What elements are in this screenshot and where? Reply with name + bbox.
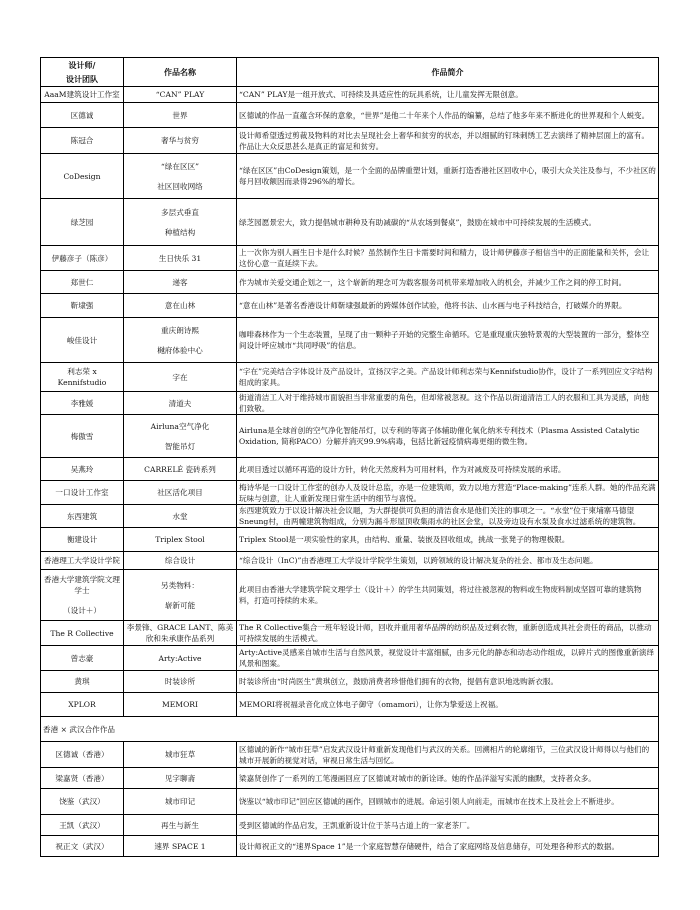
- description-cell: [237, 742, 659, 768]
- designer-name: 香港理工大学设计学院: [44, 556, 120, 565]
- description-text: Arty:Active灵感来自城市生活与自然风景，视觉设计丰富细腻，由多元化的静态和动态动作组成，以碎片式的图像重新演绎风景和图案。: [239, 648, 655, 668]
- description-text: 受到区德诚的作品启发，王凯重新设计位于茶马古道上的一家老茶厂。: [239, 820, 475, 830]
- designer-cell: [41, 271, 124, 294]
- description-cell: [237, 294, 659, 318]
- work-cell: [124, 570, 237, 621]
- designer-name: 一口设计工作室: [55, 488, 109, 497]
- designer-cell: [41, 815, 124, 836]
- designer-name: 黄琪: [74, 677, 90, 686]
- work-title: 意在山林: [164, 301, 196, 310]
- designer-name: 陈冠合: [70, 136, 94, 145]
- works-table: [40, 57, 659, 857]
- designer-cell: [41, 552, 124, 570]
- work-title: 水堂: [172, 511, 188, 521]
- description-cell: [237, 693, 659, 717]
- description-text: 作为城市关爱交通企划之一，这个崭新的理念可为载客服务司机带来增加收入的机会，并减少工作之间的停工时间。: [239, 277, 627, 287]
- work-cell: [124, 458, 237, 481]
- work-title: 字在: [172, 372, 188, 382]
- designer-name: 伊藤彦子（陈彦）: [51, 253, 113, 263]
- designer-name: The R Collective: [50, 628, 114, 638]
- work-cell: [124, 294, 237, 318]
- table-row: [41, 318, 659, 363]
- description-cell: [237, 836, 659, 857]
- table-row: [41, 87, 659, 103]
- designer-name: 吴燕玲: [70, 464, 94, 474]
- description-cell: [237, 128, 659, 154]
- work-cell: [124, 646, 237, 671]
- designer-cell: [41, 415, 124, 458]
- section-title: 香港 × 武汉合作作品: [41, 717, 659, 742]
- designer-cell: [41, 128, 124, 154]
- table-row: [41, 768, 659, 789]
- table-row: [41, 693, 659, 717]
- designer-cell: [41, 87, 124, 103]
- description-text: “绿在区区”由CoDesign策划，是一个全面的品牌重塑计划，重新打造香港社区回收中心，吸引大众关注及参与，不少社区的每月回收额因而录得296%的增长。: [239, 166, 656, 186]
- work-cell: [124, 505, 237, 528]
- description-text: 街道清洁工人对于维持城市面貌担当非常重要的角色，但却常被忽视。这个作品以街道清洁工人的衣服和工具为灵感，向他们致敬。: [239, 393, 650, 413]
- description-text: The R Collective集合一班年轻设计师，回收并重用奢华品牌的纺织品及过剩衣物，重新创造成具社会责任的商品，以推动可持续发展的生活模式。: [239, 623, 652, 643]
- description-cell: [237, 528, 659, 552]
- work-cell: [124, 271, 237, 294]
- work-cell: [124, 789, 237, 815]
- designer-cell: [41, 570, 124, 621]
- description-text: 咖啡森林作为一个生态装置，呈现了由一颗种子开始的完整生命循环。它是重现重庆独特景观的大型装置的一部分，整体空间设计呼应城市“共同呼吸”的信息。: [239, 330, 650, 350]
- designer-cell: [41, 103, 124, 128]
- work-title: 樾府体验中心: [157, 345, 203, 355]
- description-cell: [237, 621, 659, 646]
- description-cell: [237, 87, 659, 103]
- work-title: 奢华与贫穷: [161, 136, 199, 145]
- work-cell: [124, 742, 237, 768]
- description-cell: [237, 505, 659, 528]
- table-row: [41, 294, 659, 318]
- description-cell: [237, 789, 659, 815]
- description-cell: [237, 199, 659, 246]
- description-text: 上一次你为别人画生日卡是什么时候？虽然制作生日卡需要时间和精力，设计师伊藤彦子相信当中的正面能量和关怀，会让这份心意一直延续下去。: [239, 248, 650, 268]
- line-gap: [43, 596, 121, 605]
- work-cell: [124, 87, 237, 103]
- work-title: 社区活化项目: [157, 488, 203, 497]
- designer-cell: [41, 693, 124, 717]
- table-row: [41, 481, 659, 505]
- description-text: 绿芝园愿景宏大，致力提倡城市耕种及有助减碳的“从农场到餐桌”，鼓励在城市中可持续发展的生活模式。: [239, 217, 597, 227]
- description-cell: [237, 768, 659, 789]
- designer-name: 衡建设计: [66, 535, 98, 544]
- description-cell: [237, 815, 659, 836]
- line-gap: [126, 218, 234, 227]
- description-text: 此项目透过以循环再造的设计方针，转化天然废料为可用材料，作为对减废及可持续发展的承诺。: [239, 464, 566, 474]
- designer-cell: [41, 836, 124, 857]
- work-cell: [124, 693, 237, 717]
- work-title: 见字聊斋: [164, 773, 196, 783]
- table-row: [41, 246, 659, 271]
- table-row: [41, 836, 659, 857]
- designer-name: 梅傲雪: [70, 431, 94, 441]
- designer-cell: [41, 671, 124, 693]
- work-title: CARRELÉ 瓷砖系列: [144, 464, 216, 474]
- description-text: “CAN” PLAY是一组开放式、可持续及具适应性的玩具系统，让儿童发挥无限创意。: [239, 90, 523, 99]
- table-row: [41, 621, 659, 646]
- designer-name: 峻佳设计: [66, 335, 98, 345]
- description-text: “意在山林”是著名香港设计师靳埭强最新的跨媒体创作试验，他将书法、山水画与电子科技结合，打破媒介的界限。: [239, 301, 627, 310]
- description-text: 此项目由香港大学建筑学院文理学士（设计＋）的学生共同策划，将过往被忽视的物料或生物废料制成坚固可靠的建筑物料，打造可持续的未来。: [239, 585, 642, 605]
- table-row: [41, 646, 659, 671]
- description-text: 区德诚的作品一直蕴含环保的意象，“世界”是他二十年来个人作品的编纂，总结了他多年来不断进化的世界观和个人蜕变。: [239, 110, 650, 120]
- designer-cell: [41, 458, 124, 481]
- work-cell: [124, 768, 237, 789]
- work-cell: [124, 199, 237, 246]
- work-title: 生日快乐 31: [158, 253, 202, 263]
- designer-cell: [41, 392, 124, 415]
- description-text: MEMORI将祝福录音化成立体电子御守（omamori），让你为挚爱送上祝福。: [239, 700, 503, 709]
- work-cell: [124, 481, 237, 505]
- work-title: “CAN” PLAY: [155, 90, 205, 99]
- designer-name: 王凯（武汉）: [59, 820, 105, 830]
- table-row: [41, 789, 659, 815]
- designer-cell: [41, 646, 124, 671]
- line-gap: [126, 432, 234, 441]
- work-cell: [124, 154, 237, 199]
- work-title: 清道夫: [168, 398, 192, 408]
- designer-name: 东西建筑: [66, 511, 98, 521]
- table-row: [41, 392, 659, 415]
- designer-name: 区德诚: [70, 110, 94, 120]
- description-cell: [237, 363, 659, 392]
- description-text: “综合设计（InC)”由香港理工大学设计学院学生策划，以跨领域的设计解决复杂的社会、都市及生态问题。: [239, 556, 598, 565]
- designer-name: （设计＋）: [63, 606, 101, 615]
- designer-name: 绿芝园: [70, 217, 94, 227]
- work-cell: [124, 415, 237, 458]
- table-row: [41, 671, 659, 693]
- work-cell: [124, 392, 237, 415]
- work-cell: [124, 836, 237, 857]
- designer-name: 饶鉴（武汉）: [59, 797, 105, 806]
- table-row: [41, 815, 659, 836]
- description-cell: [237, 646, 659, 671]
- header-description: 作品简介: [237, 58, 659, 87]
- description-cell: [237, 246, 659, 271]
- description-cell: [237, 570, 659, 621]
- designer-name: AaaM建筑设计工作室: [44, 90, 120, 99]
- work-title: 另类物料：: [161, 580, 199, 590]
- designer-cell: [41, 481, 124, 505]
- description-cell: [237, 318, 659, 363]
- table-row: [41, 570, 659, 621]
- work-cell: [124, 552, 237, 570]
- designer-name: 利志荣 x: [67, 367, 97, 376]
- description-text: 东西建筑致力于以设计解决社会议题，为大群提供可负担的清洁食水是他们关注的事项之一。“水堂”位于柬埔寨马德望Sneung村，由两幢建筑物组成，分别为漏斗形屋顶收集雨水的社区会堂，以及旁边设有水泵及食水过滤系统的建筑物。: [239, 506, 641, 526]
- description-cell: [237, 103, 659, 128]
- work-title: Airluna空气净化: [150, 421, 210, 431]
- description-text: 梁嘉贤创作了一系列的工笔漫画回应了区德诚对城市的新诠译。她的作品洋溢写实派的幽默，支持者众多。: [239, 773, 596, 783]
- designer-cell: [41, 294, 124, 318]
- section-row: [41, 717, 659, 742]
- table-row: [41, 271, 659, 294]
- line-gap: [126, 336, 234, 345]
- work-title: 李景锋、GRACE LANT、陈美欣和朱承康作品系列: [126, 623, 234, 643]
- work-title: 世界: [172, 110, 188, 120]
- work-title: 种植结构: [164, 227, 196, 237]
- description-text: 饶鉴以“城市印记”回应区德诚的画作，回顾城市的进展。命运引领人向前走，而城市在技术上及社会上不断进步。: [239, 797, 619, 806]
- line-gap: [126, 591, 234, 600]
- designer-name: 靳埭强: [70, 301, 94, 310]
- table-row: [41, 458, 659, 481]
- work-title: 社区回收网络: [157, 181, 203, 191]
- designer-cell: [41, 318, 124, 363]
- work-title: 综合设计: [164, 556, 196, 565]
- description-text: Triplex Stool是一项实验性的家具，由结构、重量、装嵌及回收组成，挑战一张凳子的物理极限。: [239, 535, 570, 544]
- work-title: 智能吊灯: [164, 441, 196, 451]
- description-text: 时装诊所由“时尚医生”黄琪创立，鼓励消费者珍惜他们拥有的衣物，提倡有意识地选购新衣服。: [239, 677, 559, 686]
- designer-name: 香港大学建筑学院文理学士: [44, 575, 120, 595]
- description-cell: [237, 415, 659, 458]
- designer-cell: [41, 768, 124, 789]
- table-row: [41, 742, 659, 768]
- designer-cell: [41, 246, 124, 271]
- table-row: [41, 505, 659, 528]
- designer-cell: [41, 789, 124, 815]
- work-cell: [124, 128, 237, 154]
- header-designer-line: 设计团队: [66, 74, 98, 84]
- work-cell: [124, 528, 237, 552]
- table-row: [41, 103, 659, 128]
- table-row: [41, 552, 659, 570]
- description-cell: [237, 154, 659, 199]
- work-title: 城市印记: [164, 797, 196, 806]
- designer-cell: [41, 505, 124, 528]
- table-row: [41, 128, 659, 154]
- work-title: 速界 SPACE 1: [154, 841, 206, 851]
- work-title: “绿在区区”: [160, 161, 200, 171]
- designer-name: 祝正文（武汉）: [55, 841, 109, 851]
- designer-name: XPLOR: [68, 700, 96, 709]
- work-cell: [124, 318, 237, 363]
- work-cell: [124, 103, 237, 128]
- designer-cell: [41, 363, 124, 392]
- designer-name: CoDesign: [63, 171, 101, 181]
- description-text: 设计师祝正文的“速界Space 1”是一个家庭智慧存储硬件，结合了家庭网络及信息储存，可处理各种形式的数据。: [239, 841, 620, 851]
- work-title: 城市狂草: [164, 750, 196, 759]
- designer-name: Kennifstudio: [57, 378, 107, 387]
- designer-cell: [41, 154, 124, 199]
- header-work: 作品名称: [124, 58, 237, 87]
- work-title: Arty:Active: [158, 653, 202, 663]
- description-cell: [237, 458, 659, 481]
- work-cell: [124, 815, 237, 836]
- description-text: 设计师希望透过剪裁及物料的对比去呈现社会上奢华和贫穷的状态，并以细腻的钉珠刺绣工艺去演绎了精神层面上的富有。作品让大众反思甚么是真正的富足和贫穷。: [239, 130, 650, 151]
- work-title: 崭新可能: [164, 600, 196, 610]
- table-row: [41, 154, 659, 199]
- description-cell: [237, 271, 659, 294]
- work-cell: [124, 671, 237, 693]
- description-cell: [237, 552, 659, 570]
- designer-name: 郑世仁: [70, 277, 94, 287]
- work-title: 重庆朗诗熙: [161, 325, 199, 335]
- description-cell: [237, 392, 659, 415]
- table-header-row: [41, 58, 659, 87]
- designer-name: 李雅媛: [70, 398, 94, 408]
- line-gap: [126, 172, 234, 181]
- work-title: 多层式垂直: [161, 207, 199, 217]
- header-designer: [41, 58, 124, 87]
- work-cell: [124, 246, 237, 271]
- table-row: [41, 199, 659, 246]
- designer-name: 区德诚（香港）: [55, 750, 109, 759]
- description-text: 区德诚的新作“城市狂草”启发武汉设计师重新发现他们与武汉的关系。回溯相片的轮廓细节，三位武汉设计师得以与他们的城市开展新的视觉对话，审视日常生活与回忆。: [239, 744, 650, 765]
- description-cell: [237, 481, 659, 505]
- description-cell: [237, 671, 659, 693]
- designer-cell: [41, 742, 124, 768]
- table-row: [41, 528, 659, 552]
- description-text: Airluna是全球首创的空气净化智能吊灯，以专利的等离子体辅助催化氧化纳米专利技术（Plasma Assisted Catalytic Oxidation, 简称PACO）分解并消灭99.9%病毒，包括比新冠疫情病毒更细的微生物。: [239, 426, 640, 446]
- description-text: 梅诗华是一口设计工作室的创办人及设计总监，亦是一位建筑师，致力以地方营造“Place-making”连系人群。她的作品充满玩味与创意，让人重新发现日常生活中的细节与喜悦。: [239, 482, 656, 503]
- work-title: 再生与新生: [161, 820, 199, 830]
- designer-cell: [41, 528, 124, 552]
- work-cell: [124, 621, 237, 646]
- work-title: MEMORI: [161, 700, 199, 709]
- work-title: Triplex Stool: [155, 535, 205, 544]
- designer-name: 梁嘉贤（香港）: [55, 773, 109, 783]
- designer-cell: [41, 199, 124, 246]
- designer-name: 曾志豪: [70, 653, 94, 663]
- table-row: [41, 363, 659, 392]
- work-title: 时装诊所: [164, 677, 196, 686]
- designer-cell: [41, 621, 124, 646]
- work-cell: [124, 363, 237, 392]
- table-row: [41, 415, 659, 458]
- work-title: 递客: [172, 277, 188, 287]
- description-text: “字在”完美结合字体设计及产品设计，宣扬汉字之美。产品设计师利志荣与Kennifstudio协作，设计了一系列回应文字结构组成的家具。: [239, 367, 653, 387]
- header-designer-line: 设计师/: [68, 60, 96, 70]
